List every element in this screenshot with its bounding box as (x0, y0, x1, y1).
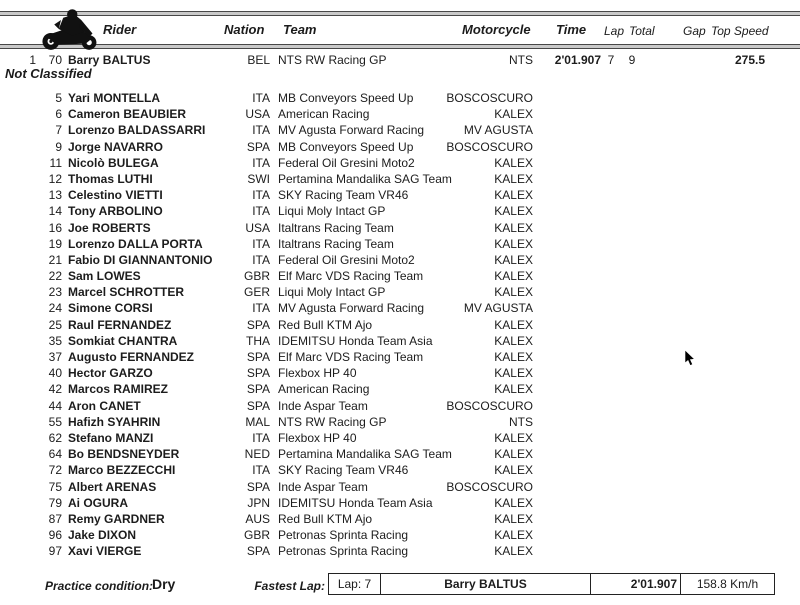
table-row (0, 300, 800, 316)
table-row (0, 446, 800, 462)
nation-cell: SPA (246, 350, 270, 364)
bike-number-cell: 12 (48, 171, 62, 186)
table-row (0, 284, 800, 300)
table-row (0, 398, 800, 414)
table-row (0, 462, 800, 478)
rider-name-cell: Stefano MANZI (68, 430, 154, 445)
rider-name-cell: Thomas LUTHI (68, 171, 153, 186)
table-row (0, 333, 800, 349)
rider-name-cell: Albert ARENAS (68, 479, 157, 494)
team-cell: MB Conveyors Speed Up (278, 91, 414, 105)
bike-number-cell: 42 (48, 382, 62, 397)
team-cell: SKY Racing Team VR46 (278, 188, 409, 203)
team-cell: IDEMITSU Honda Team Asia (278, 333, 433, 348)
rider-name-cell: Tony ARBOLINO (68, 204, 163, 219)
team-cell: American Racing (278, 107, 370, 122)
motorcycle-cell: KALEX (494, 204, 533, 219)
motorcycle-cell: BOSCOSCURO (446, 91, 533, 105)
bike-number-cell: 6 (55, 107, 62, 122)
rider-name-cell: Celestino VIETTI (68, 188, 163, 203)
nation-cell: SPA (246, 317, 270, 332)
table-row (0, 268, 800, 284)
bike-number-cell: 72 (48, 463, 62, 478)
nation-cell: ITA (252, 91, 270, 105)
practice-condition-label: Practice condition: (45, 579, 154, 593)
team-cell: Petronas Sprinta Racing (278, 544, 409, 559)
nation-cell: SPA (246, 366, 270, 381)
bike-number-cell: 23 (48, 285, 62, 300)
motorcycle-cell: BOSCOSCURO (446, 479, 533, 494)
table-row (0, 52, 800, 68)
table-row (0, 349, 800, 365)
column-header-nation: Nation (224, 22, 265, 37)
rider-name-cell: Jake DIXON (68, 528, 137, 543)
table-row (0, 139, 800, 155)
table-row (0, 317, 800, 333)
column-header-lap: Lap (604, 24, 625, 38)
bike-number-cell: 87 (48, 511, 62, 526)
not-classified-label: Not Classified (5, 66, 92, 81)
nation-cell: THA (246, 333, 270, 348)
column-header-time: Time (556, 22, 587, 37)
rider-name-cell: Joe ROBERTS (68, 220, 151, 235)
bike-number-cell: 13 (48, 188, 62, 203)
team-cell: Inde Aspar Team (278, 398, 368, 413)
table-row (0, 365, 800, 381)
table-row (0, 495, 800, 511)
column-header-gap: Gap (683, 24, 706, 38)
fastest-lap-table (328, 573, 775, 595)
table-row (0, 511, 800, 527)
motorcycle-cell: NTS (509, 53, 533, 67)
table-row (0, 122, 800, 138)
bike-number-cell: 14 (48, 204, 62, 219)
nation-cell: BEL (247, 53, 270, 67)
team-cell: NTS RW Racing GP (278, 414, 387, 429)
nation-cell: USA (245, 220, 270, 235)
rider-name-cell: Jorge NAVARRO (68, 139, 163, 154)
motorcycle-cell: KALEX (494, 511, 533, 526)
motorcycle-cell: KALEX (494, 430, 533, 445)
nation-cell: ITA (252, 463, 270, 478)
table-row (0, 187, 800, 203)
nation-cell: GER (243, 285, 270, 300)
rider-name-cell: Hafizh SYAHRIN (68, 414, 161, 429)
team-cell: Italtrans Racing Team (278, 220, 394, 235)
rider-name-cell: Hector GARZO (68, 366, 153, 381)
motorcycle-cell: KALEX (494, 269, 533, 284)
bike-number-cell: 19 (48, 236, 62, 251)
motorcycle-cell: MV AGUSTA (463, 301, 533, 316)
nation-cell: ITA (252, 430, 270, 445)
team-cell: Pertamina Mandalika SAG Team (278, 447, 452, 462)
column-header-top-speed: Top Speed (711, 24, 769, 38)
team-cell: NTS RW Racing GP (278, 53, 387, 67)
team-cell: Elf Marc VDS Racing Team (278, 269, 424, 284)
motorcycle-cell: KALEX (494, 171, 533, 186)
team-cell: Red Bull KTM Ajo (278, 511, 373, 526)
table-row (0, 543, 800, 559)
column-header-rider: Rider (103, 22, 137, 37)
table-row (0, 430, 800, 446)
fastest-lap-label: Fastest Lap: (254, 579, 325, 593)
table-row (0, 203, 800, 219)
team-cell: MV Agusta Forward Racing (278, 301, 425, 316)
position-cell: 1 (29, 53, 36, 67)
bike-number-cell: 79 (48, 495, 62, 510)
nation-cell: USA (245, 107, 270, 122)
team-cell: Flexbox HP 40 (278, 366, 357, 381)
nation-cell: SPA (246, 382, 270, 397)
motorcycle-cell: KALEX (494, 544, 533, 559)
team-cell: Liqui Moly Intact GP (278, 285, 386, 300)
bike-number-cell: 35 (48, 333, 62, 348)
motorcycle-cell: KALEX (494, 366, 533, 381)
team-cell: Inde Aspar Team (278, 479, 368, 494)
rider-name-cell: Lorenzo BALDASSARRI (68, 123, 206, 138)
nation-cell: ITA (252, 301, 270, 316)
table-row (0, 90, 800, 106)
rider-name-cell: Lorenzo DALLA PORTA (68, 236, 203, 251)
team-cell: Italtrans Racing Team (278, 236, 394, 251)
bike-number-cell: 75 (48, 479, 62, 494)
nation-cell: SWI (247, 171, 270, 186)
fastest-lap-number: Lap: 7 (329, 574, 381, 594)
motorcycle-cell: KALEX (494, 495, 533, 510)
nation-cell: SPA (246, 544, 270, 559)
time-cell: 2'01.907 (554, 53, 601, 67)
table-row (0, 527, 800, 543)
nation-cell: ITA (252, 155, 270, 170)
header-rule-bottom (0, 44, 800, 49)
rider-name-cell: Augusto FERNANDEZ (68, 350, 194, 364)
column-header-motorcycle: Motorcycle (462, 22, 531, 37)
bike-number-cell: 9 (55, 139, 62, 154)
bike-number-cell: 7 (55, 123, 62, 138)
table-row (0, 236, 800, 252)
classified-rows (0, 52, 800, 68)
team-cell: IDEMITSU Honda Team Asia (278, 495, 433, 510)
team-cell: Federal Oil Gresini Moto2 (278, 155, 415, 170)
motorcycle-cell: BOSCOSCURO (446, 398, 533, 413)
motorcycle-cell: KALEX (494, 447, 533, 462)
rider-name-cell: Marcos RAMIREZ (68, 382, 169, 397)
bike-number-cell: 16 (48, 220, 62, 235)
motorcycle-cell: KALEX (494, 382, 533, 397)
rider-name-cell: Marco BEZZECCHI (68, 463, 176, 478)
nation-cell: AUS (245, 511, 270, 526)
rider-name-cell: Cameron BEAUBIER (68, 107, 187, 122)
column-header-team: Team (283, 22, 317, 37)
bike-number-cell: 5 (55, 91, 62, 105)
lap-cell: 7 (607, 53, 615, 67)
table-row (0, 220, 800, 236)
nation-cell: SPA (246, 139, 270, 154)
bike-number-cell: 44 (48, 398, 62, 413)
motorcycle-cell: KALEX (494, 528, 533, 543)
rider-name-cell: Fabio DI GIANNANTONIO (68, 252, 213, 267)
team-cell: Elf Marc VDS Racing Team (278, 350, 424, 364)
total-cell: 9 (628, 53, 636, 67)
table-row (0, 252, 800, 268)
table-row (0, 414, 800, 430)
motorcycle-cell: KALEX (494, 252, 533, 267)
fastest-lap-speed: 158.8 Km/h (696, 577, 759, 591)
team-cell: MB Conveyors Speed Up (278, 139, 414, 154)
rider-name-cell: Xavi VIERGE (68, 544, 142, 559)
nation-cell: ITA (252, 252, 270, 267)
motorcycle-cell: KALEX (494, 188, 533, 203)
motorcycle-icon (34, 6, 106, 52)
motorcycle-cell: KALEX (494, 350, 533, 364)
team-cell: Red Bull KTM Ajo (278, 317, 373, 332)
table-row (0, 155, 800, 171)
team-cell: Petronas Sprinta Racing (278, 528, 409, 543)
rider-name-cell: Barry BALTUS (68, 53, 151, 67)
header-rule-top (0, 11, 800, 16)
rider-name-cell: Simone CORSI (68, 301, 153, 316)
motorcycle-cell: BOSCOSCURO (446, 139, 533, 154)
bike-number-cell: 97 (48, 544, 62, 559)
bike-number-cell: 64 (48, 447, 62, 462)
fastest-lap-time: 2'01.907 (591, 574, 681, 594)
bike-number-cell: 22 (48, 269, 62, 284)
motorcycle-cell: KALEX (494, 107, 533, 122)
mouse-cursor (684, 349, 696, 367)
column-header-total: Total (629, 24, 655, 38)
motorcycle-cell: KALEX (494, 333, 533, 348)
nation-cell: MAL (245, 414, 270, 429)
team-cell: Pertamina Mandalika SAG Team (278, 171, 452, 186)
table-row (0, 381, 800, 397)
motorcycle-cell: KALEX (494, 463, 533, 478)
team-cell: Flexbox HP 40 (278, 430, 357, 445)
motorcycle-cell: KALEX (494, 155, 533, 170)
nation-cell: ITA (252, 236, 270, 251)
nation-cell: NED (244, 447, 270, 462)
bike-number-cell: 25 (48, 317, 62, 332)
bike-number-cell: 21 (48, 252, 62, 267)
bike-number-cell: 24 (48, 301, 62, 316)
top-speed-cell: 275.5 (734, 53, 765, 67)
rider-name-cell: Bo BENDSNEYDER (68, 447, 180, 462)
rider-name-cell: Raul FERNANDEZ (68, 317, 172, 332)
bike-number-cell: 96 (48, 528, 62, 543)
motorcycle-cell: KALEX (494, 236, 533, 251)
rider-name-cell: Sam LOWES (68, 269, 141, 284)
nation-cell: SPA (246, 479, 270, 494)
rider-name-cell: Marcel SCHROTTER (68, 285, 185, 300)
nation-cell: ITA (252, 123, 270, 138)
rider-name-cell: Aron CANET (68, 398, 141, 413)
rider-name-cell: Remy GARDNER (68, 511, 165, 526)
team-cell: MV Agusta Forward Racing (278, 123, 425, 138)
table-row (0, 106, 800, 122)
motorcycle-cell: NTS (509, 414, 533, 429)
rider-name-cell: Nicolò BULEGA (68, 155, 159, 170)
fastest-lap-rider: Barry BALTUS (381, 574, 591, 594)
nation-cell: JPN (247, 495, 270, 510)
not-classified-rows (0, 90, 800, 559)
nation-cell: SPA (246, 398, 270, 413)
nation-cell: ITA (252, 204, 270, 219)
table-row (0, 479, 800, 495)
rider-name-cell: Ai OGURA (68, 495, 128, 510)
bike-number-cell: 40 (48, 366, 62, 381)
team-cell: SKY Racing Team VR46 (278, 463, 409, 478)
team-cell: Federal Oil Gresini Moto2 (278, 252, 415, 267)
motorcycle-cell: MV AGUSTA (463, 123, 533, 138)
motorcycle-cell: KALEX (494, 220, 533, 235)
bike-number-cell: 70 (48, 53, 62, 67)
bike-number-cell: 11 (49, 155, 62, 170)
bike-number-cell: 62 (48, 430, 62, 445)
team-cell: American Racing (278, 382, 370, 397)
nation-cell: GBR (243, 528, 270, 543)
bike-number-cell: 37 (48, 350, 62, 364)
table-row (0, 171, 800, 187)
rider-name-cell: Yari MONTELLA (68, 91, 161, 105)
motorcycle-cell: KALEX (494, 317, 533, 332)
practice-condition-value: Dry (152, 576, 176, 592)
rider-name-cell: Somkiat CHANTRA (68, 333, 178, 348)
nation-cell: GBR (243, 269, 270, 284)
team-cell: Liqui Moly Intact GP (278, 204, 386, 219)
bike-number-cell: 55 (48, 414, 62, 429)
nation-cell: ITA (252, 188, 270, 203)
motorcycle-cell: KALEX (494, 285, 533, 300)
